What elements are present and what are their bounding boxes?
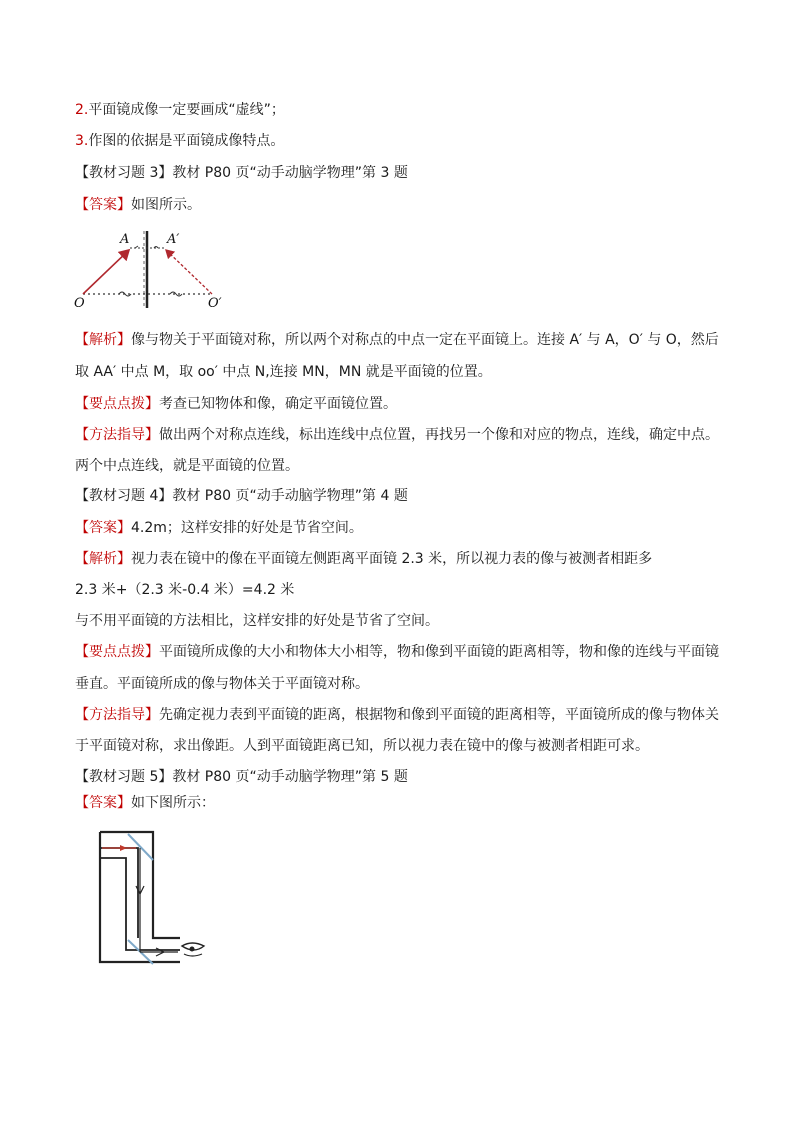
exercise-3-key-point xyxy=(75,394,397,414)
exercise-3-method-line-2: 两个中点连线，就是平面镜的位置。 xyxy=(75,458,299,474)
exercise-3-analysis-line-1 xyxy=(75,330,719,350)
ray-o-to-a xyxy=(83,250,129,294)
list-item-3 xyxy=(75,131,284,151)
label-o-prime: O′ xyxy=(208,296,222,310)
exercise-4-method-line-2: 于平面镜对称，求出像距。人到平面镜距离已知，所以视力表在镜中的像与被测者相距可求。 xyxy=(75,738,649,754)
key-tag: 【要点点拨】 xyxy=(75,644,159,660)
label-a-prime: A′ xyxy=(167,232,180,247)
list-number: 3. xyxy=(75,133,89,149)
periscope-diagram xyxy=(98,830,208,968)
method-text: 做出两个对称点连线，标出连线中点位置，再找另一个像和对应的物点，连线，确定中点。 xyxy=(159,427,719,443)
periscope-inner-wall xyxy=(100,848,138,938)
incoming-ray-arrow xyxy=(120,845,127,851)
exercise-4-title: 【教材习题 4】教材 P80 页“动手动脑学物理”第 4 题 xyxy=(75,488,408,504)
analysis-tag: 【解析】 xyxy=(75,332,131,348)
exercise-4-key-line-1 xyxy=(75,642,719,662)
answer-tag: 【答案】 xyxy=(75,520,131,536)
exercise-4-formula: 2.3 米+（2.3 米-0.4 米）=4.2 米 xyxy=(75,582,295,598)
list-number: 2. xyxy=(75,102,89,118)
analysis-text: 像与物关于平面镜对称，所以两个对称点的中点一定在平面镜上。连接 A′ 与 A，O′ 与 O，然后 xyxy=(131,332,719,348)
exercise-3-answer xyxy=(75,195,201,215)
exercise-4-analysis-line-1 xyxy=(75,549,652,569)
eye-lash xyxy=(184,954,202,956)
mirror-diagram xyxy=(72,228,232,310)
label-o: O xyxy=(74,296,85,310)
list-item-2 xyxy=(75,100,285,120)
list-text: 平面镜成像一定要画成“虚线”； xyxy=(88,102,285,118)
answer-text: 4.2m；这样安排的好处是节省空间。 xyxy=(131,520,363,536)
exercise-4-answer xyxy=(75,518,363,538)
exercise-4-key-line-2: 垂直。平面镜所成的像与物体关于平面镜对称。 xyxy=(75,676,369,692)
answer-text: 如下图所示： xyxy=(131,795,215,811)
exercise-5-answer xyxy=(75,793,215,813)
exercise-3-method-line-1 xyxy=(75,425,719,445)
ray-o-prime-to-a-prime xyxy=(166,250,212,294)
exercise-5-title: 【教材习题 5】教材 P80 页“动手动脑学物理”第 5 题 xyxy=(75,769,408,785)
key-text: 平面镜所成像的大小和物体大小相等，物和像到平面镜的距离相等，物和像的连线与平面镜 xyxy=(159,644,719,660)
method-text: 先确定视力表到平面镜的距离，根据物和像到平面镜的距离相等，平面镜所成的像与物体关 xyxy=(159,707,719,723)
list-text: 作图的依据是平面镜成像特点。 xyxy=(88,133,285,149)
analysis-text: 视力表在镜中的像在平面镜左侧距离平面镜 2.3 米，所以视力表的像与被测者相距多 xyxy=(131,551,653,567)
eye-pupil xyxy=(190,947,195,952)
equal-mark xyxy=(135,246,138,248)
analysis-tag: 【解析】 xyxy=(75,551,131,567)
answer-text: 如图所示。 xyxy=(131,197,201,213)
method-tag: 【方法指导】 xyxy=(75,707,159,723)
exercise-4-analysis-line-2: 与不用平面镜的方法相比，这样安排的好处是节省了空间。 xyxy=(75,613,439,629)
label-a: A xyxy=(120,232,130,247)
answer-tag: 【答案】 xyxy=(75,795,131,811)
answer-tag: 【答案】 xyxy=(75,197,131,213)
key-text: 考查已知物体和像，确定平面镜位置。 xyxy=(159,396,397,412)
exercise-4-method-line-1 xyxy=(75,705,719,725)
exercise-3-title: 【教材习题 3】教材 P80 页“动手动脑学物理”第 3 题 xyxy=(75,165,408,181)
method-tag: 【方法指导】 xyxy=(75,427,159,443)
equal-mark xyxy=(170,292,182,296)
exercise-3-analysis-line-2: 取 AA′ 中点 M，取 oo′ 中点 N,连接 MN，MN 就是平面镜的位置。 xyxy=(75,364,492,380)
key-tag: 【要点点拨】 xyxy=(75,396,159,412)
